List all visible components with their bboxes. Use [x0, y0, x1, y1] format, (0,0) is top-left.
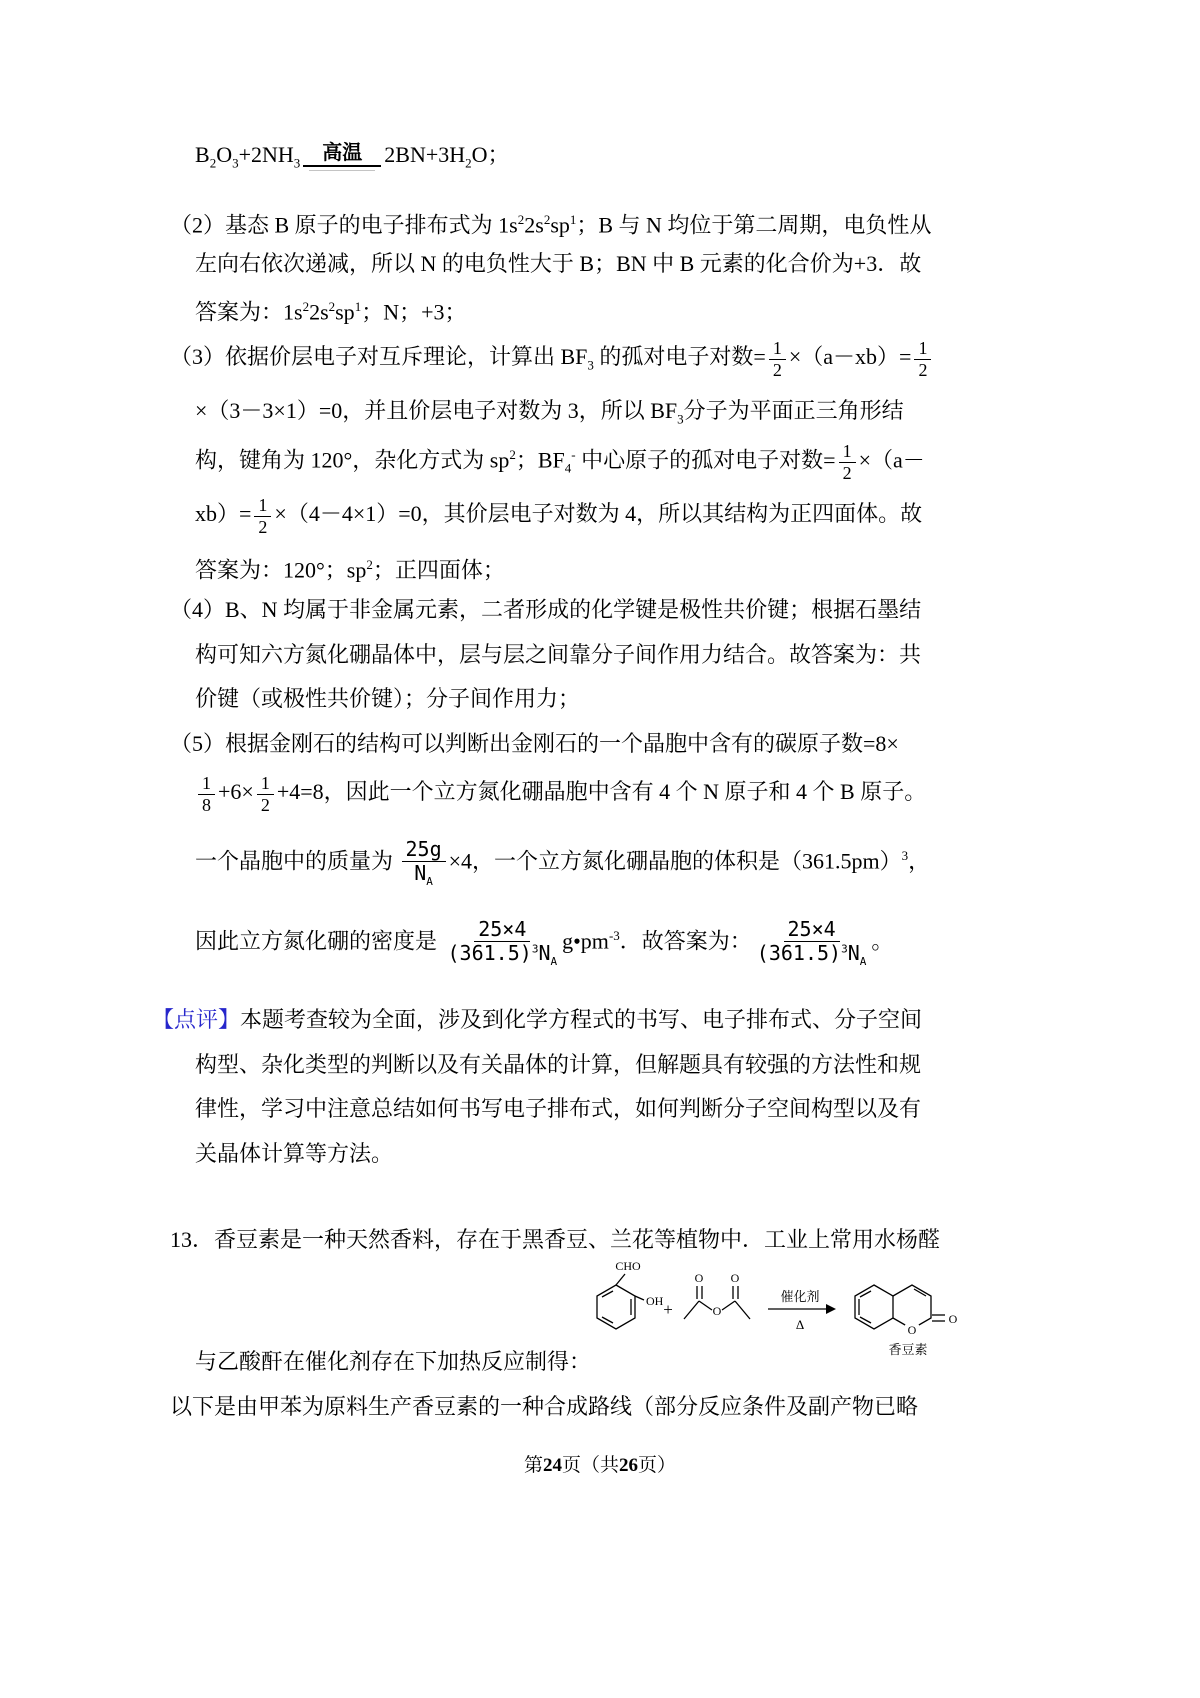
text-run: 1: [772, 338, 782, 358]
reaction-condition: [303, 142, 381, 171]
superscript: 2: [328, 299, 336, 314]
text-run: 2: [842, 462, 852, 483]
reaction-arrow: [768, 1289, 836, 1332]
text-run: ×（3－3×1）=0，并且价层电子对数为 3，所以 BF: [195, 398, 678, 423]
footer-text: 页（共: [561, 1455, 619, 1476]
text-run: 因此立方氮化硼的密度是: [195, 928, 443, 954]
text-run: 25g: [405, 837, 442, 861]
fraction-numerator: [769, 338, 786, 360]
text-line: [170, 338, 934, 381]
text-run: ．故答案为：: [619, 928, 752, 954]
ring-o-label: O: [907, 1323, 917, 1337]
text-run: g•pm: [562, 928, 609, 954]
subscript: A: [426, 875, 433, 888]
text-line: [195, 918, 893, 969]
text-run: 答案为：120°；sp: [195, 557, 367, 583]
superscript: 3: [531, 942, 539, 956]
text-run: 分子为平面正三角形结: [683, 398, 904, 423]
superscript: 2: [509, 447, 516, 462]
reaction-scheme-svg: [578, 1255, 1048, 1360]
text-run: 8: [202, 794, 211, 815]
footer-page-number: 24: [542, 1455, 562, 1476]
fraction-denominator: [259, 795, 272, 816]
subscript: 4: [564, 460, 572, 476]
lactone-o-label: O: [948, 1312, 958, 1326]
text-line: [195, 1139, 393, 1169]
cho-label: CHO: [615, 1259, 641, 1273]
plus-sign: +: [663, 1300, 673, 1319]
text-run: 13．香豆素是一种天然香料，存在于黑香豆、兰花等植物中．工业上常用水杨醛: [170, 1227, 941, 1252]
page-footer: [0, 1450, 1200, 1477]
subscript: 3: [293, 155, 301, 171]
text-line: [195, 140, 510, 178]
fraction-denominator: [256, 517, 269, 538]
text-line: [195, 440, 925, 484]
text-run: sp: [550, 212, 570, 238]
fraction-denominator: [841, 463, 854, 484]
text-run: （3）依据价层电子对互斥理论，计算出 BF: [170, 344, 588, 370]
fraction-denominator: [200, 795, 213, 816]
text-run: 价键（或极性共价键）；分子间作用力；: [195, 686, 581, 711]
superscript: 2: [543, 212, 551, 227]
text-run: B: [195, 142, 210, 167]
text-run: ；N；+3；: [361, 299, 467, 325]
fraction-numerator: [914, 338, 931, 360]
fraction: [914, 338, 931, 380]
subscript: A: [859, 955, 867, 968]
text-run: （5）根据金刚石的结构可以判断出金刚石的一个晶胞中含有的碳原子数=8×: [170, 731, 899, 756]
text-run: +6×: [218, 779, 254, 805]
reaction-scheme-figure: [578, 1255, 1048, 1365]
superscript: 1: [354, 299, 362, 314]
text-line: [195, 1050, 921, 1080]
text-run: 25×4: [787, 917, 836, 941]
fraction-denominator: [446, 942, 560, 969]
text-line: [170, 205, 931, 240]
text-run: 1: [918, 338, 928, 358]
text-run: 2: [918, 359, 928, 380]
text-run: 2s: [309, 299, 329, 325]
coumarin-name-label: 香豆素: [888, 1342, 928, 1357]
text-run: 本题考查较为全面，涉及到化学方程式的书写、电子排布式、分子空间: [240, 1007, 923, 1032]
text-run: 以下是由甲苯为原料生产香豆素的一种合成路线（部分反应条件及副产物已略: [170, 1394, 919, 1419]
text-run: 2: [260, 794, 270, 815]
text-line: [195, 292, 466, 327]
text-run: ×（a－xb）=: [788, 344, 912, 370]
condition-underline: [309, 170, 375, 171]
text-line: [195, 773, 926, 815]
text-run: N: [847, 941, 860, 965]
text-run: 2: [258, 516, 268, 537]
footer-text: 第: [523, 1455, 543, 1476]
footer-text: 页）: [638, 1455, 677, 1476]
fraction-numerator: [784, 918, 840, 942]
text-run: +4=8，因此一个立方氮化硼晶胞中含有 4 个 N 原子和 4 个 B 原子。: [276, 779, 927, 805]
text-run: 构型、杂化类型的判断以及有关晶体的计算，但解题具有较强的方法性和规: [195, 1052, 922, 1077]
text-run: ；正四面体；: [372, 557, 505, 583]
text-line: [170, 1225, 940, 1255]
fraction: [257, 773, 274, 815]
text-run: 中心原子的孤对电子对数=: [575, 447, 836, 473]
fraction-numerator: [257, 773, 274, 795]
text-run: 1: [842, 441, 852, 462]
text-run: (361.5): [756, 941, 842, 965]
fraction-numerator: [198, 773, 215, 795]
text-run: ×4，一个立方氮化硼晶胞的体积是（361.5pm）: [448, 848, 902, 874]
text-run: 构可知六方氮化硼晶体中，层与层之间靠分子间作用力结合。故答案为：共: [195, 642, 922, 667]
text-run: 关晶体计算等方法。: [195, 1141, 394, 1166]
subscript: A: [550, 955, 558, 968]
text-run: 构，键角为 120°，杂化方式为 sp: [195, 447, 510, 473]
text-line: [195, 1347, 591, 1377]
text-line: [152, 1005, 922, 1035]
text-line: [195, 550, 505, 585]
fraction: [254, 495, 271, 537]
carbonyl-o-label: O: [730, 1271, 740, 1285]
superscript: 3: [901, 848, 909, 864]
text-run: (361.5): [447, 941, 532, 965]
fraction-numerator: [474, 918, 530, 942]
fraction-denominator: [916, 360, 929, 381]
text-run: ×（4－4×1）=0，其价层电子对数为 4，所以其结构为正四面体。故: [274, 501, 923, 527]
carbonyl-o-label: O: [694, 1271, 704, 1285]
text-run: 25×4: [478, 917, 527, 941]
text-run: 1: [202, 773, 211, 793]
text-run: N: [538, 941, 551, 965]
comment-label: 【点评】: [152, 1007, 241, 1032]
text-run: 。: [871, 928, 894, 954]
text-line: [195, 640, 921, 670]
text-run: 1: [258, 495, 268, 515]
fraction: [769, 338, 786, 380]
subscript: 3: [677, 411, 684, 427]
text-run: sp: [335, 299, 355, 325]
text-run: +2NH: [238, 142, 294, 167]
text-run: 左向右依次递减，所以 N 的电负性大于 B；BN 中 B 元素的化合价为+3．故: [195, 251, 922, 276]
footer-total-pages: 26: [619, 1455, 638, 1476]
fraction-denominator: [755, 942, 869, 969]
subscript: 2: [465, 155, 472, 171]
text-line: [195, 396, 904, 434]
text-run: 2BN+3H: [384, 142, 466, 167]
superscript: 2: [517, 212, 525, 227]
text-line: [170, 729, 899, 759]
superscript: 2: [366, 557, 373, 572]
text-line: [170, 1392, 918, 1422]
subscript: 2: [209, 155, 217, 171]
fraction-numerator: [839, 441, 856, 463]
fraction-numerator: [254, 495, 271, 517]
text-line: [195, 1094, 921, 1124]
text-run: ×（a－: [858, 447, 925, 473]
text-run: 一个晶胞中的质量为: [195, 848, 399, 874]
text-run: 律性，学习中注意总结如何书写电子排布式，如何判断分子空间构型以及有: [195, 1096, 922, 1121]
text-run: 答案为：1s: [195, 299, 303, 325]
ester-o-label: O: [712, 1304, 722, 1318]
superscript: 1: [569, 212, 577, 227]
subscript: 3: [587, 357, 594, 373]
text-run: 的孤对电子对数=: [593, 344, 766, 370]
text-run: 2: [772, 359, 782, 380]
text-run: （4）B、N 均属于非金属元素，二者形成的化学键是极性共价键；根据石墨结: [170, 597, 922, 622]
fraction: [839, 441, 856, 483]
text-run: N: [414, 861, 427, 885]
fraction-numerator: [402, 838, 446, 862]
acetic-anhydride-structure: [684, 1271, 750, 1319]
text-run: ，: [908, 848, 931, 874]
salicylaldehyde-structure: [597, 1259, 664, 1329]
text-run: xb）=: [195, 501, 252, 527]
text-run: ；BF: [515, 447, 565, 473]
condition-line: [303, 165, 381, 167]
oh-label: OH: [646, 1294, 664, 1308]
superscript: -: [571, 447, 576, 462]
superscript: 3: [841, 942, 848, 956]
fraction: [755, 918, 869, 969]
text-line: [195, 838, 930, 889]
text-run: O: [216, 142, 233, 167]
text-run: （2）基态 B 原子的电子排布式为 1s: [170, 212, 518, 238]
delta-label: Δ: [795, 1317, 805, 1332]
condition-text: 高温: [322, 142, 363, 165]
text-run: 与乙酸酐在催化剂存在下加热反应制得：: [195, 1349, 592, 1374]
fraction-denominator: [412, 862, 435, 889]
text-line: [195, 249, 921, 279]
text-run: ；B 与 N 均位于第二周期，电负性从: [576, 212, 932, 238]
fraction: [446, 918, 560, 969]
text-run: O；: [471, 142, 510, 167]
text-line: [195, 684, 580, 714]
fraction: [198, 773, 215, 815]
fraction: [402, 838, 446, 889]
text-line: [195, 495, 922, 537]
text-run: 1: [260, 773, 270, 793]
catalyst-label: 催化剂: [780, 1289, 820, 1304]
fraction-denominator: [771, 360, 784, 381]
text-line: [170, 595, 921, 625]
superscript: -3: [608, 928, 620, 944]
text-run: 2s: [524, 212, 544, 238]
superscript: 2: [302, 299, 310, 314]
subscript: 3: [232, 155, 239, 171]
coumarin-structure: [855, 1285, 958, 1357]
